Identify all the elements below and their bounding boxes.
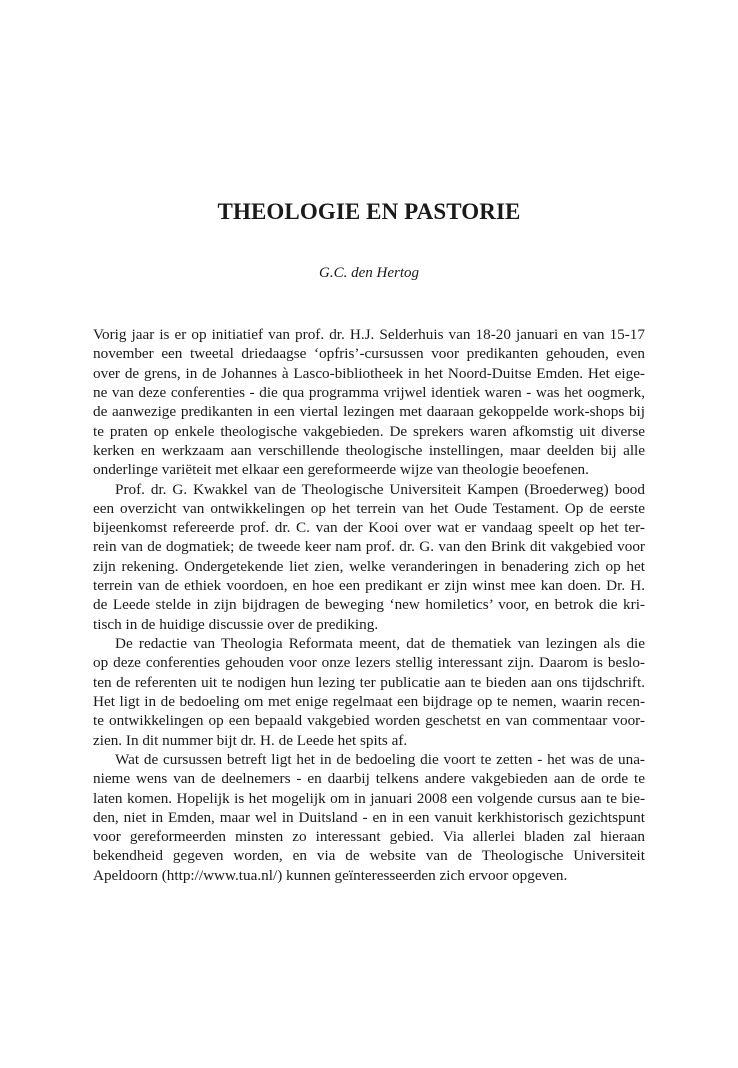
text-line: onderlinge variëteit met elkaar een gereformeerde wijze van theologie beoefenen. bbox=[93, 461, 589, 479]
article-title: THEOLOGIE EN PASTORIE bbox=[217, 199, 521, 224]
paragraph bbox=[93, 325, 645, 480]
text-line: Het ligt in de bedoeling om met enige regelmaat een bijdrage op te nemen, waarin recen- bbox=[93, 692, 645, 710]
text-line: voor gereformeerden minsten zo interessant gebied. Via allerlei bladen zal hieraan bbox=[93, 828, 645, 846]
text-line: nieme wens van de deelnemers - en daarbij telkens andere vakgebieden aan de orde te bbox=[93, 770, 645, 788]
text-line: zijn rekening. Ondergetekende liet zien, welke veranderingen in benadering zich op het bbox=[93, 557, 645, 575]
text-line: Wat de cursussen betreft ligt het in de bedoeling die voort te zetten - het was de una- bbox=[115, 750, 645, 768]
text-line: op deze conferenties gehouden voor onze lezers stellig interessant zijn. Daarom is beslo- bbox=[93, 654, 645, 672]
text-line: een overzicht van ontwikkelingen op het terrein van het Oude Testament. Op de eerste bbox=[93, 499, 645, 517]
text-line: tisch in de huidige discussie over de prediking. bbox=[93, 615, 379, 633]
paragraph bbox=[93, 480, 645, 635]
article-author: G.C. den Hertog bbox=[319, 265, 419, 281]
paragraph bbox=[93, 750, 645, 885]
text-line: Vorig jaar is er op initiatief van prof. dr. H.J. Selderhuis van 18-20 januari en van 15-17 bbox=[93, 326, 645, 343]
text-line: terrein van de ethiek voordoen, en hoe een predikant er zijn winst mee kan doen. Dr. H. bbox=[93, 577, 645, 595]
text-line: De redactie van Theologia Reformata meent, dat de thematiek van lezingen als die bbox=[115, 635, 645, 652]
text-line: november een tweetal driedaagse ‘opfris’-cursussen voor predikanten gehouden, even bbox=[93, 345, 645, 363]
article-body bbox=[93, 325, 645, 885]
text-line: laten komen. Hopelijk is het mogelijk om in januari 2008 een volgende cursus aan te bie- bbox=[93, 789, 645, 807]
text-line: de Leede stelde in zijn bijdragen de beweging ‘new homiletics’ voor, en betrok die kri- bbox=[93, 596, 645, 614]
paragraph bbox=[93, 634, 645, 750]
text-line: te ontwikkelingen op een bepaald vakgebied worden geschetst en van commentaar voor- bbox=[93, 712, 645, 730]
text-line: ten de referenten uit te nodigen hun lezing ter publicatie aan te bieden aan ons tijdschrift. bbox=[93, 673, 645, 691]
text-line: over de grens, in de Johannes à Lasco-bibliotheek in het Noord-Duitse Emden. Het eige- bbox=[93, 364, 645, 382]
text-line: zien. In dit nummer bijt dr. H. de Leede het spits af. bbox=[93, 731, 408, 749]
text-line: bekendheid gegeven worden, en via de website van de Theologische Universiteit bbox=[93, 847, 645, 865]
text-line: bijeenkomst refereerde prof. dr. C. van der Kooi over wat er vandaag speelt op het ter- bbox=[93, 519, 645, 537]
text-line: de aanwezige predikanten in een viertal lezingen met daaraan gekoppelde work-shops bij bbox=[93, 403, 645, 421]
text-line: te praten op enkele theologische vakgebieden. De sprekers waren afkomstig uit diverse bbox=[93, 422, 645, 440]
text-line: ne van deze conferenties - die qua programma vrijwel identiek waren - was het oogmerk, bbox=[93, 383, 645, 401]
text-line: kerken en werkzaam aan verschillende theologische instellingen, maar deelden bij alle bbox=[93, 441, 645, 459]
text-line: rein van de dogmatiek; de tweede keer nam prof. dr. G. van den Brink dit vakgebied voor bbox=[93, 538, 645, 556]
text-line: den, niet in Emden, maar wel in Duitsland - en in een vanuit kerkhistorisch gezichtspunt bbox=[93, 808, 645, 826]
text-line: Prof. dr. G. Kwakkel van de Theologische Universiteit Kampen (Broederweg) bood bbox=[115, 480, 645, 498]
text-line: Apeldoorn (http://www.tua.nl/) kunnen geïnteresseerden zich ervoor opgeven. bbox=[93, 866, 568, 884]
